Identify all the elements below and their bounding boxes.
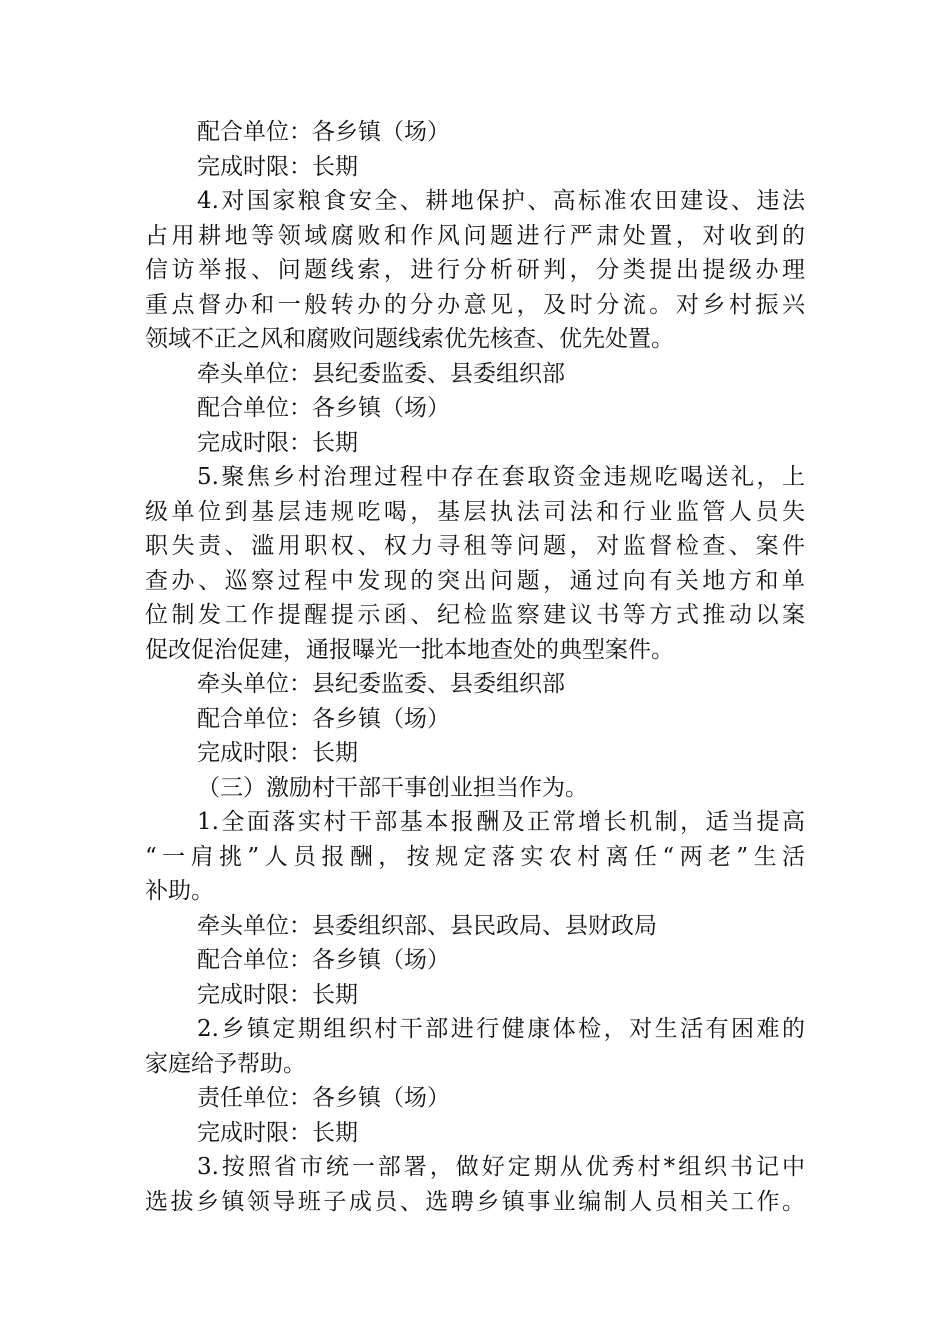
text-line: 4.对国家粮食安全、耕地保护、高标准农田建设、违法 xyxy=(197,188,805,214)
text-line: 责任单位：各乡镇（场） xyxy=(197,1085,450,1111)
text-line: 完成时限：长期 xyxy=(197,1119,358,1146)
text-line: 选拔乡镇领导班子成员、选聘乡镇事业编制人员相关工作。 xyxy=(145,1188,805,1215)
text-line: 牵头单位：县纪委监委、县委组织部 xyxy=(197,360,565,387)
text-line: 家庭给予帮助。 xyxy=(145,1050,306,1077)
document-body xyxy=(145,115,805,1219)
text-line: 5.聚焦乡村治理过程中存在套取资金违规吃喝送礼，上 xyxy=(197,464,805,490)
text-line: 促改促治促建，通报曝光一批本地查处的典型案件。 xyxy=(145,636,674,663)
text-line: 职失责、滥用职权、权力寻租等问题，对监督检查、案件 xyxy=(145,533,805,559)
text-line: 查办、巡察过程中发现的突出问题，通过向有关地方和单 xyxy=(145,567,805,594)
text-line: （三）激励村干部干事创业担当作为。 xyxy=(197,774,588,801)
text-line: 配合单位：各乡镇（场） xyxy=(197,705,450,732)
text-line: “一肩挑”人员报酬，按规定落实农村离任“两老”生活 xyxy=(145,843,805,870)
text-line: 补助。 xyxy=(145,878,214,904)
text-line: 2.乡镇定期组织村干部进行健康体检，对生活有困难的 xyxy=(197,1016,805,1042)
text-line: 完成时限：长期 xyxy=(197,153,358,180)
text-line: 3.按照省市统一部署，做好定期从优秀村*组织书记中 xyxy=(197,1154,805,1180)
text-line: 配合单位：各乡镇（场） xyxy=(197,395,450,421)
text-line: 重点督办和一般转办的分办意见，及时分流。对乡村振兴 xyxy=(145,291,805,318)
text-line: 信访举报、问题线索，进行分析研判，分类提出提级办理 xyxy=(145,257,805,283)
text-line: 配合单位：各乡镇（场） xyxy=(197,947,450,973)
text-line: 完成时限：长期 xyxy=(197,429,358,456)
text-line: 牵头单位：县委组织部、县民政局、县财政局 xyxy=(197,912,657,939)
text-line: 占用耕地等领域腐败和作风问题进行严肃处置，对收到的 xyxy=(145,222,805,249)
text-line: 1.全面落实村干部基本报酬及正常增长机制，适当提高 xyxy=(197,809,805,835)
text-line: 完成时限：长期 xyxy=(197,740,358,766)
text-line: 位制发工作提醒提示函、纪检监察建议书等方式推动以案 xyxy=(145,602,805,628)
text-line: 完成时限：长期 xyxy=(197,981,358,1008)
text-line: 配合单位：各乡镇（场） xyxy=(197,119,450,145)
text-line: 级单位到基层违规吃喝，基层执法司法和行业监管人员失 xyxy=(145,498,805,525)
text-line: 领域不正之风和腐败问题线索优先核查、优先处置。 xyxy=(145,326,674,352)
text-line: 牵头单位：县纪委监委、县委组织部 xyxy=(197,671,565,697)
